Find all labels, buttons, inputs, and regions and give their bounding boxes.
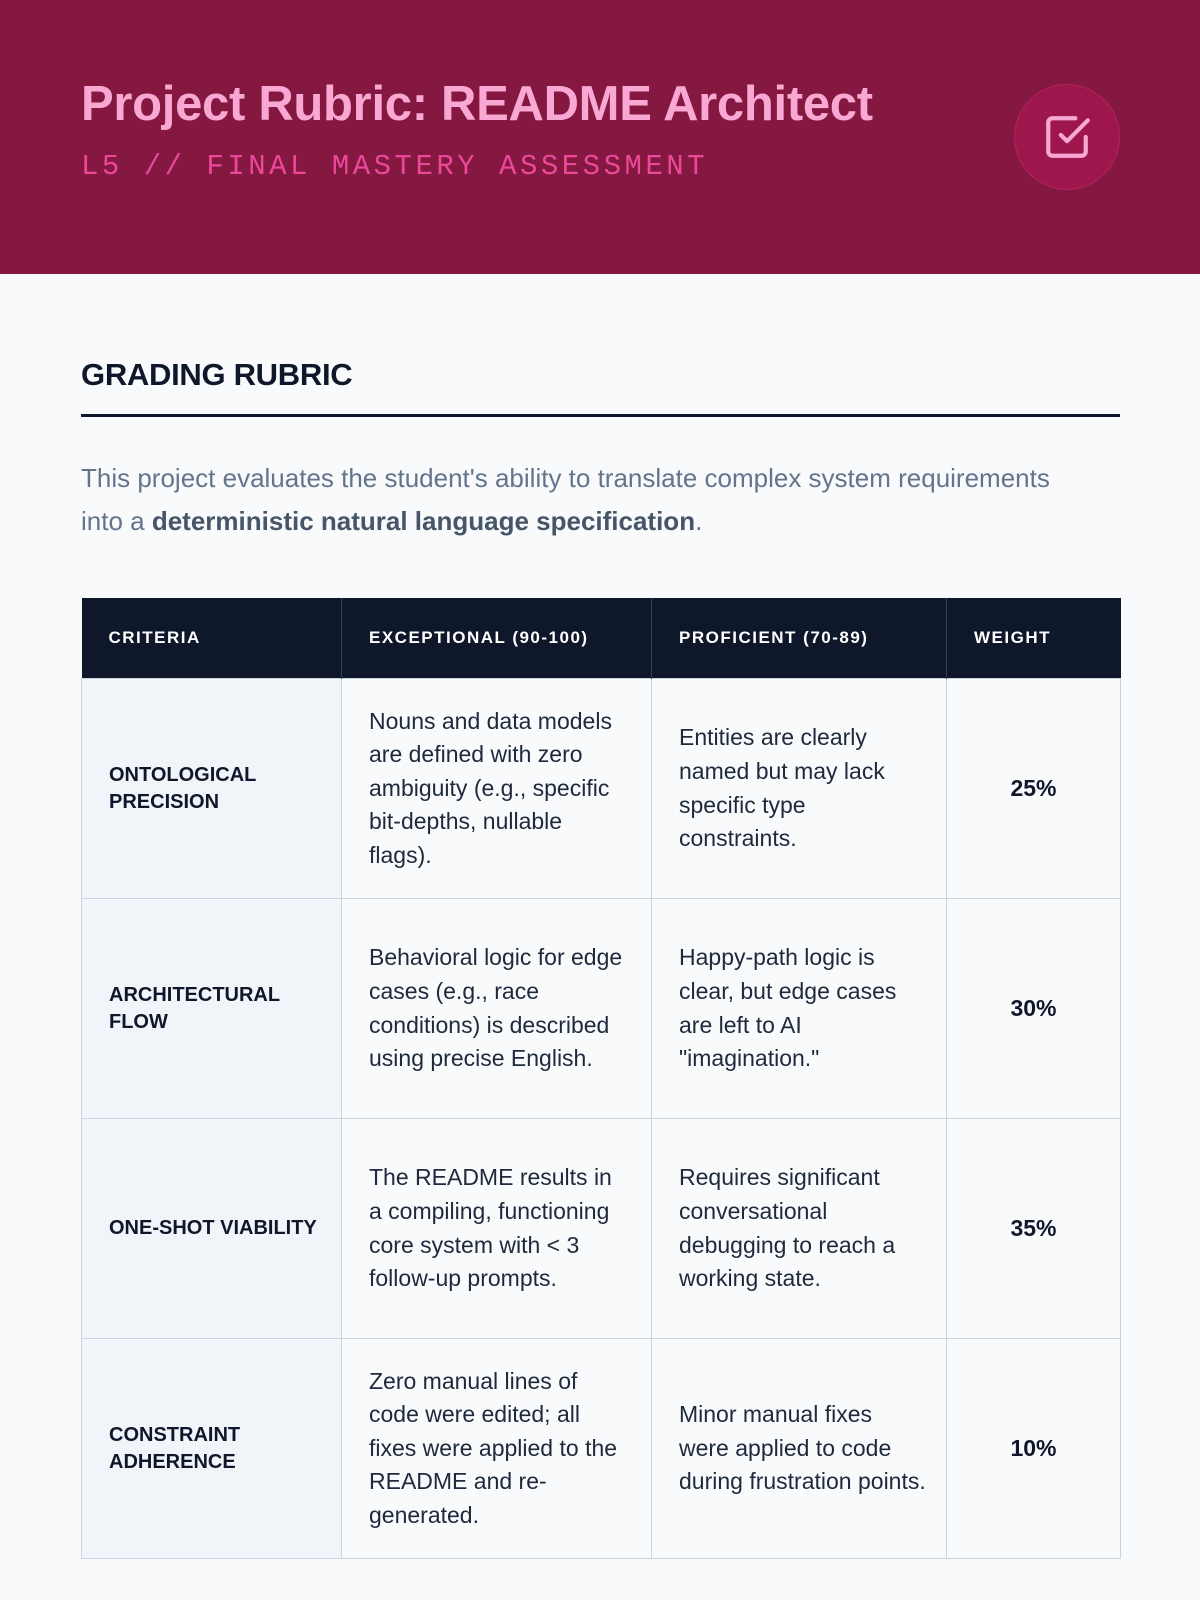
intro-emphasis: deterministic natural language specification — [151, 506, 696, 536]
criteria-cell: ONE-SHOT VIABILITY — [82, 1119, 342, 1339]
page-header — [0, 0, 1200, 274]
exceptional-cell: Nouns and data models are defined with zero ambiguity (e.g., specific bit-depths, nullable flags). — [342, 679, 652, 899]
rubric-table — [81, 598, 1121, 1559]
proficient-cell: Entities are clearly named but may lack specific type constraints. — [652, 679, 947, 899]
table-header-row — [82, 598, 1121, 679]
criteria-cell: ARCHITECTURAL FLOW — [82, 899, 342, 1119]
weight-cell: 30% — [947, 899, 1121, 1119]
intro-paragraph — [81, 457, 1081, 543]
column-header-proficient: PROFICIENT (70-89) — [652, 598, 947, 679]
criteria-cell: ONTOLOGICAL PRECISION — [82, 679, 342, 899]
exceptional-cell: Zero manual lines of code were edited; all fixes were applied to the README and re-generated. — [342, 1339, 652, 1559]
section-divider — [81, 414, 1120, 417]
column-header-weight: WEIGHT — [947, 598, 1121, 679]
column-header-exceptional: EXCEPTIONAL (90-100) — [342, 598, 652, 679]
table-row — [82, 679, 1121, 899]
weight-cell: 10% — [947, 1339, 1121, 1559]
column-header-criteria: CRITERIA — [82, 598, 342, 679]
proficient-cell: Minor manual fixes were applied to code during frustration points. — [652, 1339, 947, 1559]
intro-text: This project evaluates the student's ability to translate complex system requirements into a — [81, 463, 1050, 536]
section-title: GRADING RUBRIC — [81, 357, 353, 392]
table-row — [82, 899, 1121, 1119]
weight-cell: 35% — [947, 1119, 1121, 1339]
proficient-cell: Happy-path logic is clear, but edge cases are left to AI "imagination." — [652, 899, 947, 1119]
intro-suffix: . — [695, 506, 703, 536]
criteria-cell: CONSTRAINT ADHERENCE — [82, 1339, 342, 1559]
checkbox-checked-icon — [1014, 84, 1120, 190]
table-row — [82, 1339, 1121, 1559]
proficient-cell: Requires significant conversational debugging to reach a working state. — [652, 1119, 947, 1339]
exceptional-cell: The README results in a compiling, functioning core system with < 3 follow-up prompts. — [342, 1119, 652, 1339]
weight-cell: 25% — [947, 679, 1121, 899]
page-title: Project Rubric: README Architect — [81, 77, 873, 131]
table-row — [82, 1119, 1121, 1339]
page-subtitle: L5 // FINAL MASTERY ASSESSMENT — [81, 150, 709, 183]
exceptional-cell: Behavioral logic for edge cases (e.g., race conditions) is described using precise English. — [342, 899, 652, 1119]
